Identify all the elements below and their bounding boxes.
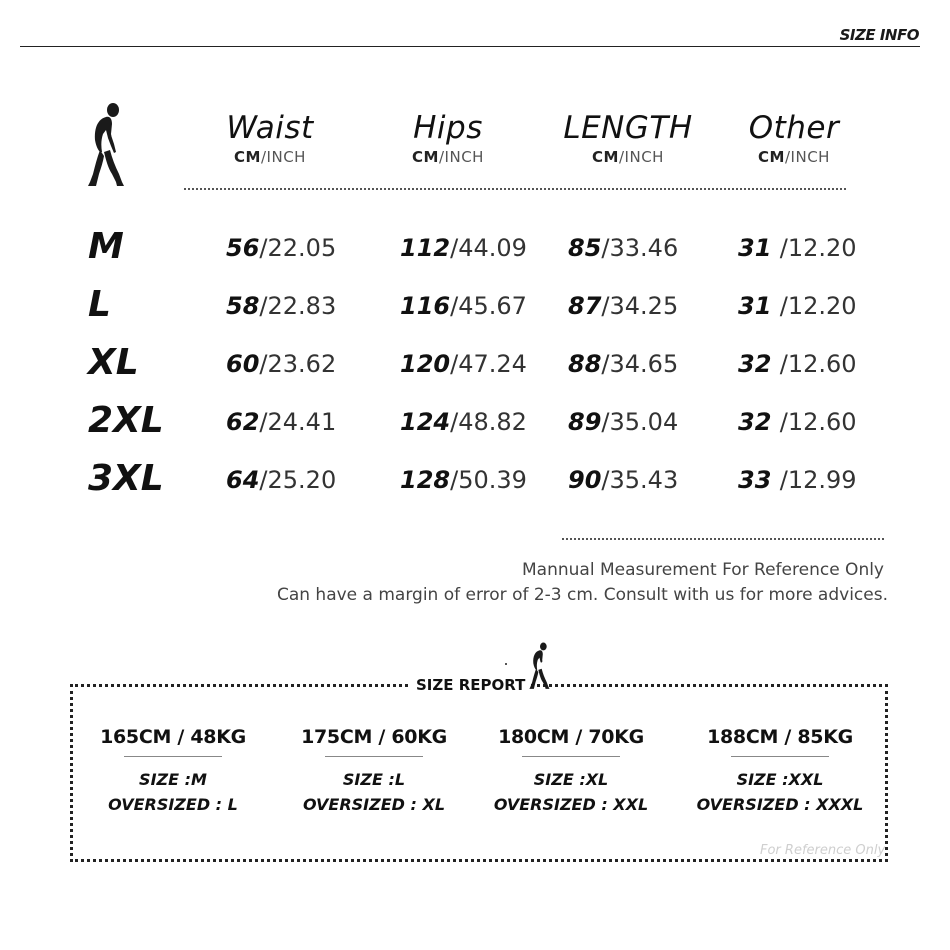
cm-value: 124 — [400, 408, 451, 436]
report-entry — [680, 726, 880, 817]
inch-value: 25.20 — [267, 466, 337, 494]
recommended-size: SIZE :XL — [533, 770, 609, 789]
unit-separator: / — [259, 408, 268, 436]
measurement-cell — [226, 234, 336, 262]
unit-separator: / — [779, 292, 788, 320]
header-divider — [20, 46, 920, 47]
cm-value: 116 — [400, 292, 451, 320]
unit-separator: / — [259, 350, 268, 378]
column-unit: CM/INCH — [412, 148, 484, 166]
oversized-size: OVERSIZED : XXL — [493, 795, 649, 814]
measurement-cell — [400, 408, 527, 436]
unit-separator: / — [601, 466, 610, 494]
size-row — [88, 458, 868, 506]
column-header-length — [548, 110, 708, 166]
inch-value: 24.41 — [267, 408, 337, 436]
inch-value: 45.67 — [458, 292, 527, 320]
inch-value: 50.39 — [458, 466, 527, 494]
inch-value: 22.83 — [267, 292, 337, 320]
unit-separator: / — [259, 292, 268, 320]
unit-separator: / — [779, 408, 788, 436]
column-name: LENGTH — [563, 110, 693, 146]
unit-separator: / — [601, 408, 610, 436]
inch-value: 34.25 — [609, 292, 679, 320]
inch-value: 12.99 — [787, 466, 857, 494]
column-unit: CM/INCH — [758, 148, 830, 166]
inch-value: 35.43 — [609, 466, 679, 494]
measurement-cell — [738, 234, 857, 262]
inch-value: 47.24 — [458, 350, 527, 378]
cm-value: 62 — [226, 408, 260, 436]
height-weight: 188CM / 85KG — [707, 726, 853, 748]
column-header-hips — [368, 110, 528, 166]
oversized-size: OVERSIZED : XXXL — [696, 795, 864, 814]
unit-separator: / — [779, 350, 788, 378]
unit-separator: / — [601, 350, 610, 378]
cm-value: 128 — [400, 466, 451, 494]
measurement-cell — [226, 408, 336, 436]
measurement-cell — [738, 292, 857, 320]
decorative-dot — [505, 663, 507, 665]
inch-value: 33.46 — [609, 234, 679, 262]
inch-value: 12.60 — [787, 350, 857, 378]
measurement-cell — [226, 350, 336, 378]
height-weight: 165CM / 48KG — [100, 726, 246, 748]
column-name: Hips — [413, 110, 483, 146]
cm-value: 60 — [226, 350, 260, 378]
unit-separator: / — [450, 466, 459, 494]
inch-value: 12.20 — [787, 234, 857, 262]
size-report-title: SIZE REPORT — [410, 676, 531, 694]
unit-separator: / — [601, 234, 610, 262]
size-label: L — [88, 284, 111, 325]
column-header-waist — [190, 110, 350, 166]
dotted-divider — [184, 188, 846, 190]
inch-value: 12.20 — [787, 292, 857, 320]
column-unit: CM/INCH — [234, 148, 306, 166]
size-label: 3XL — [88, 458, 164, 499]
cm-value: 88 — [568, 350, 602, 378]
cm-value: 87 — [568, 292, 602, 320]
measurement-cell — [568, 292, 678, 320]
measurement-cell — [226, 292, 336, 320]
size-row — [88, 342, 868, 390]
recommended-size: SIZE :M — [139, 770, 207, 789]
size-row — [88, 284, 868, 332]
report-entry — [274, 726, 474, 817]
unit-separator: / — [779, 234, 788, 262]
size-row — [88, 400, 868, 448]
inch-value: 12.60 — [787, 408, 857, 436]
inch-value: 34.65 — [609, 350, 679, 378]
measurement-cell — [568, 466, 678, 494]
measurement-cell — [400, 466, 527, 494]
unit-separator: / — [259, 234, 268, 262]
cm-value: 56 — [226, 234, 260, 262]
report-entry — [471, 726, 671, 817]
size-row — [88, 226, 868, 274]
measurement-cell — [738, 408, 857, 436]
entry-underline — [124, 756, 222, 757]
cm-value: 90 — [568, 466, 602, 494]
column-name: Other — [748, 110, 840, 146]
measurement-cell — [400, 234, 527, 262]
column-header-other — [714, 110, 874, 166]
unit-separator: / — [450, 408, 459, 436]
recommended-size: SIZE :L — [342, 770, 406, 789]
size-label: 2XL — [88, 400, 164, 441]
unit-separator: / — [450, 292, 459, 320]
cm-value: 33 — [738, 466, 780, 494]
cm-value: 112 — [400, 234, 451, 262]
oversized-size: OVERSIZED : XL — [302, 795, 446, 814]
reference-note: Mannual Measurement For Reference Only — [522, 560, 884, 580]
dotted-divider — [562, 538, 884, 540]
measurement-cell — [568, 234, 678, 262]
entry-underline — [522, 756, 620, 757]
cm-value: 32 — [738, 408, 780, 436]
inch-value: 22.05 — [267, 234, 337, 262]
column-name: Waist — [226, 110, 314, 146]
height-weight: 175CM / 60KG — [301, 726, 447, 748]
cm-value: 64 — [226, 466, 260, 494]
unit-separator: / — [450, 234, 459, 262]
reference-footnote: For Reference Only — [760, 843, 886, 858]
cm-value: 31 — [738, 234, 780, 262]
measurement-cell — [738, 466, 857, 494]
report-entry — [73, 726, 273, 817]
height-weight: 180CM / 70KG — [498, 726, 644, 748]
measurement-cell — [400, 350, 527, 378]
oversized-size: OVERSIZED : L — [108, 795, 238, 814]
cm-value: 58 — [226, 292, 260, 320]
recommended-size: SIZE :XXL — [736, 770, 824, 789]
unit-separator: / — [450, 350, 459, 378]
inch-value: 35.04 — [609, 408, 679, 436]
measurement-cell — [568, 408, 678, 436]
cm-value: 32 — [738, 350, 780, 378]
inch-value: 44.09 — [458, 234, 527, 262]
entry-underline — [731, 756, 829, 757]
size-label: M — [88, 226, 124, 267]
inch-value: 48.82 — [458, 408, 527, 436]
unit-separator: / — [601, 292, 610, 320]
measurement-cell — [738, 350, 857, 378]
cm-value: 31 — [738, 292, 780, 320]
inch-value: 23.62 — [267, 350, 337, 378]
entry-underline — [325, 756, 423, 757]
cm-value: 85 — [568, 234, 602, 262]
measurement-cell — [400, 292, 527, 320]
margin-note: Can have a margin of error of 2-3 cm. Consult with us for more advices. — [276, 585, 888, 605]
column-unit: CM/INCH — [592, 148, 664, 166]
unit-separator: / — [779, 466, 788, 494]
measurement-cell — [226, 466, 336, 494]
cm-value: 89 — [568, 408, 602, 436]
walking-person-icon — [527, 642, 553, 690]
page-title: SIZE INFO — [839, 26, 919, 44]
unit-separator: / — [259, 466, 268, 494]
walking-person-icon — [84, 102, 130, 188]
size-label: XL — [88, 342, 139, 383]
cm-value: 120 — [400, 350, 451, 378]
measurement-cell — [568, 350, 678, 378]
